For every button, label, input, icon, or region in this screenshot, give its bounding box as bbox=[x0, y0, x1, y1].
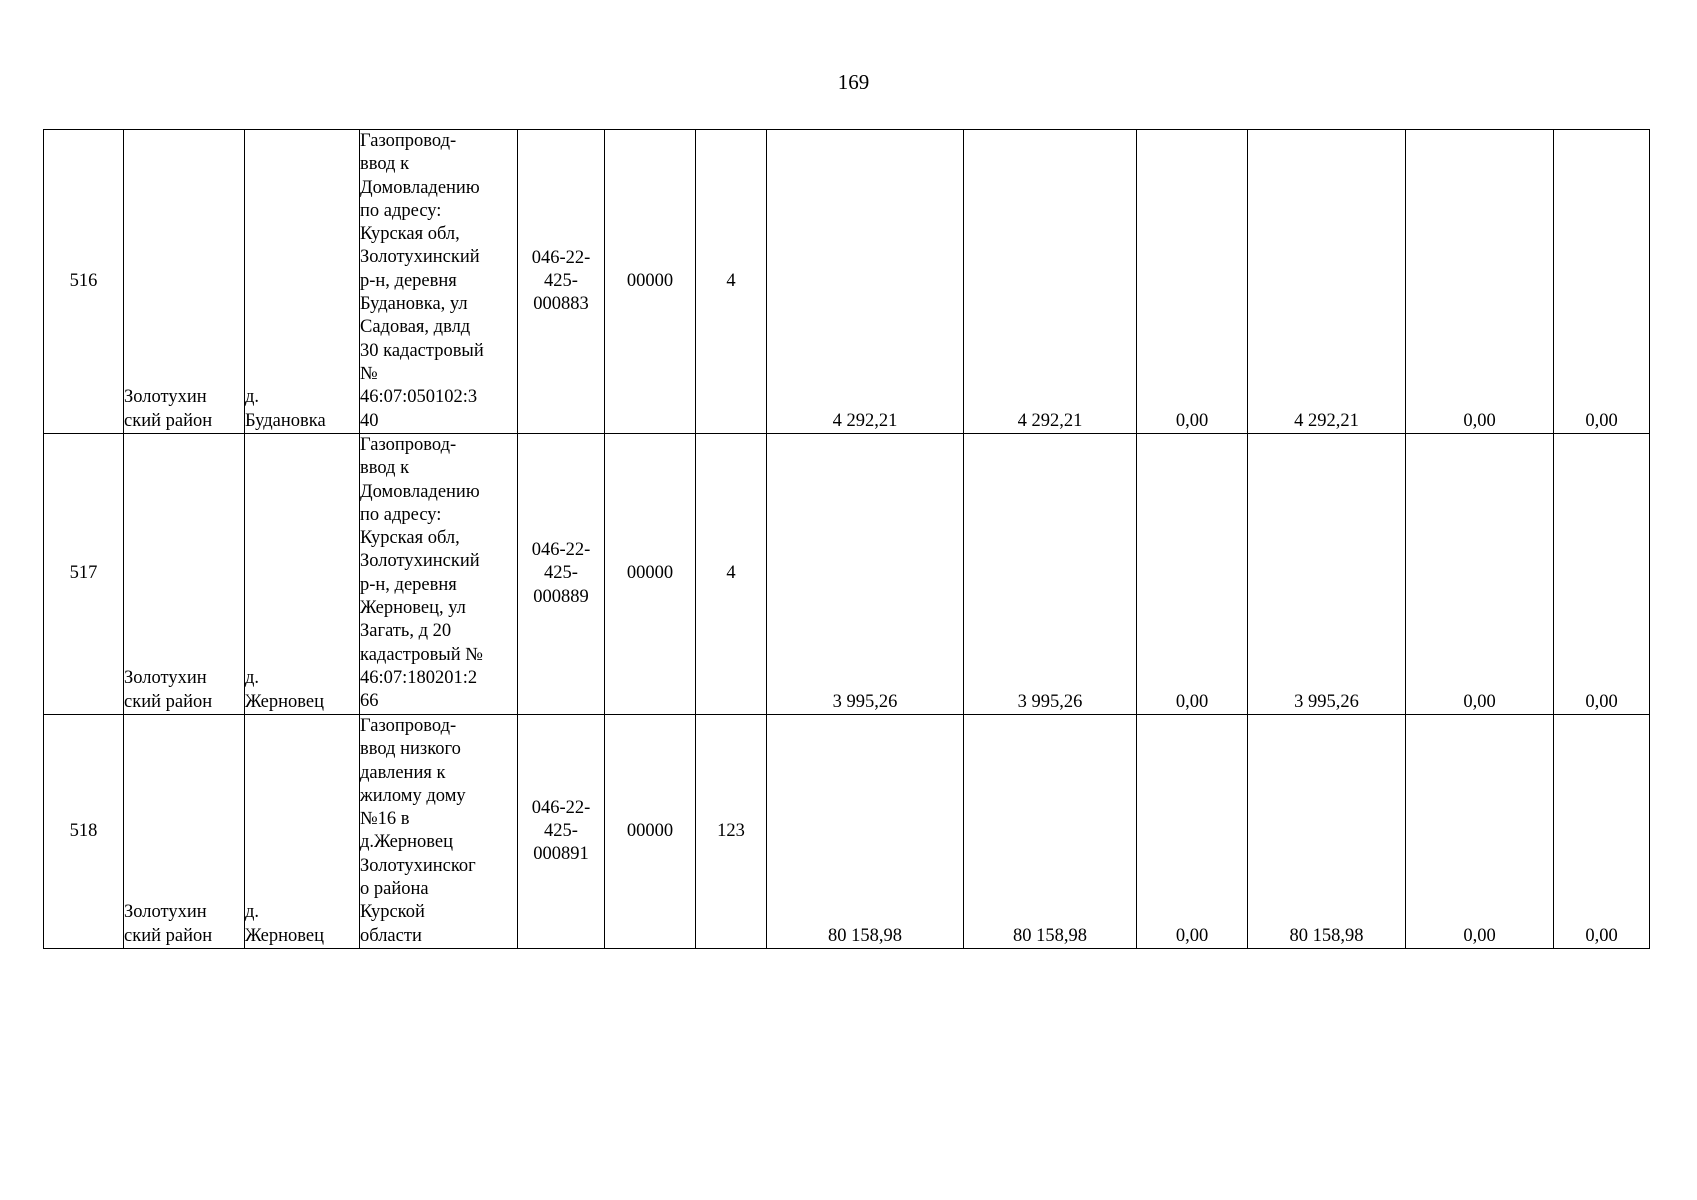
table-row bbox=[44, 715, 1650, 949]
amount-cell: 0,00 bbox=[1137, 434, 1248, 715]
quantity-cell: 123 bbox=[696, 715, 767, 949]
row-number: 516 bbox=[44, 130, 124, 434]
amount-cell: 0,00 bbox=[1554, 715, 1650, 949]
locality-cell: д. Жерновец bbox=[245, 715, 360, 949]
page-number: 169 bbox=[837, 70, 870, 94]
district-cell: Золотухин ский район bbox=[124, 434, 245, 715]
amount-cell: 3 995,26 bbox=[1248, 434, 1406, 715]
table-row bbox=[44, 434, 1650, 715]
amount-cell: 0,00 bbox=[1406, 434, 1554, 715]
amount-cell: 80 158,98 bbox=[1248, 715, 1406, 949]
amount-cell: 0,00 bbox=[1137, 130, 1248, 434]
inventory-number-cell: 046-22- 425- 000883 bbox=[518, 130, 605, 434]
assets-table bbox=[43, 129, 1650, 949]
amount-cell: 4 292,21 bbox=[1248, 130, 1406, 434]
code-cell: 00000 bbox=[605, 715, 696, 949]
quantity-cell: 4 bbox=[696, 130, 767, 434]
district-cell: Золотухин ский район bbox=[124, 130, 245, 434]
quantity-cell: 4 bbox=[696, 434, 767, 715]
amount-cell: 4 292,21 bbox=[767, 130, 964, 434]
description-cell: Газопровод- ввод к Домовладению по адресу: Курская обл, Золотухинский р-н, деревня Жерновец, ул Загать, д 20 кадастровый № 46:07:180201:2 66 bbox=[360, 434, 518, 715]
district-cell: Золотухин ский район bbox=[124, 715, 245, 949]
amount-cell: 0,00 bbox=[1406, 715, 1554, 949]
amount-cell: 0,00 bbox=[1554, 434, 1650, 715]
locality-cell: д. Жерновец bbox=[245, 434, 360, 715]
table-row bbox=[44, 130, 1650, 434]
amount-cell: 80 158,98 bbox=[964, 715, 1137, 949]
inventory-number-cell: 046-22- 425- 000891 bbox=[518, 715, 605, 949]
amount-cell: 80 158,98 bbox=[767, 715, 964, 949]
row-number: 517 bbox=[44, 434, 124, 715]
description-cell: Газопровод- ввод низкого давления к жилому дому №16 в д.Жерновец Золотухинског о района Курской области bbox=[360, 715, 518, 949]
amount-cell: 3 995,26 bbox=[964, 434, 1137, 715]
amount-cell: 0,00 bbox=[1406, 130, 1554, 434]
amount-cell: 3 995,26 bbox=[767, 434, 964, 715]
amount-cell: 0,00 bbox=[1137, 715, 1248, 949]
code-cell: 00000 bbox=[605, 130, 696, 434]
code-cell: 00000 bbox=[605, 434, 696, 715]
locality-cell: д. Будановка bbox=[245, 130, 360, 434]
description-cell: Газопровод- ввод к Домовладению по адресу: Курская обл, Золотухинский р-н, деревня Будановка, ул Садовая, двлд 30 кадастровый № 46:07:050102:3 40 bbox=[360, 130, 518, 434]
inventory-number-cell: 046-22- 425- 000889 bbox=[518, 434, 605, 715]
amount-cell: 0,00 bbox=[1554, 130, 1650, 434]
row-number: 518 bbox=[44, 715, 124, 949]
amount-cell: 4 292,21 bbox=[964, 130, 1137, 434]
